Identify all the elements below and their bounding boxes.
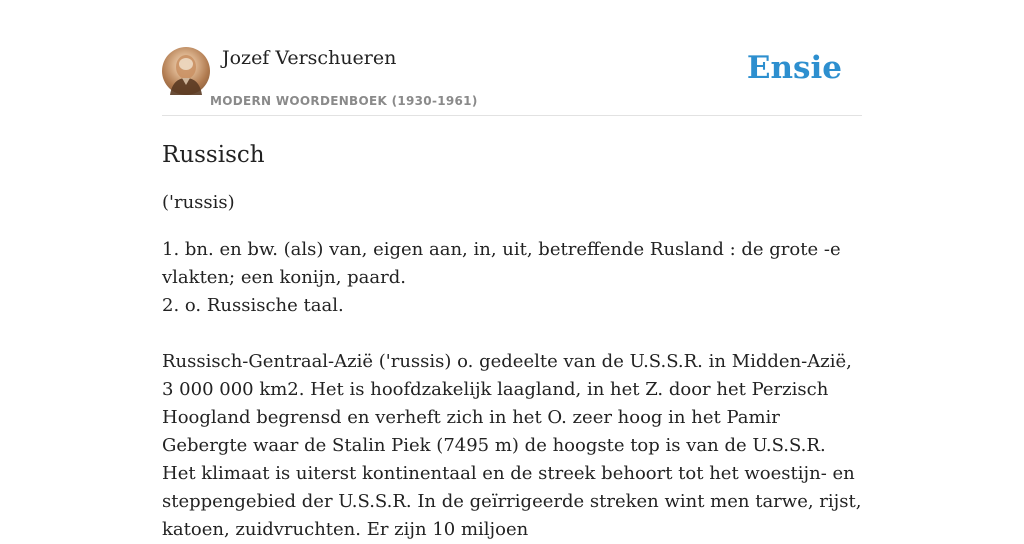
related-entry-text: Russisch-Gentraal-Azië ('russis) o. gedeelte van de U.S.S.R. in Midden-Azië, 3 000 000 km2. Het is hoofdzakelijk laagland, in het Z. door het Perzisch Hoogland begrensd en verheft zich in het O. zeer hoog in het Pamir Gebergte waar de Stalin Piek (7495 m) de hoogste top is van de U.S.S.R. Het klimaat is uiterst kontinentaal en de streek behoort tot het woestijn- en steppengebied der U.S.S.R. In de geïrrigeerde streken wint men tarwe, rijst, katoen, zuidvruchten. Er zijn 10 miljoen <box>162 351 862 540</box>
definition-2: 2. o. Russische taal. <box>162 295 344 316</box>
author-portrait-icon <box>162 47 210 95</box>
definition-1: 1. bn. en bw. (als) van, eigen aan, in, uit, betreffende Rusland : de grote -e vlakten; een konijn, paard. <box>162 239 841 288</box>
ensie-logo[interactable]: Ensie <box>746 50 842 86</box>
entry-content <box>162 139 862 544</box>
pronunciation: ('russis) <box>162 192 235 213</box>
paragraph-spacer <box>162 320 862 348</box>
source-label[interactable]: MODERN WOORDENBOEK (1930-1961) <box>210 94 478 108</box>
definition-block <box>162 236 862 544</box>
author-avatar[interactable] <box>162 47 210 95</box>
author-name[interactable]: Jozef Verschueren <box>222 47 397 69</box>
entry-title: Russisch <box>162 142 265 168</box>
entry-header <box>162 44 862 116</box>
